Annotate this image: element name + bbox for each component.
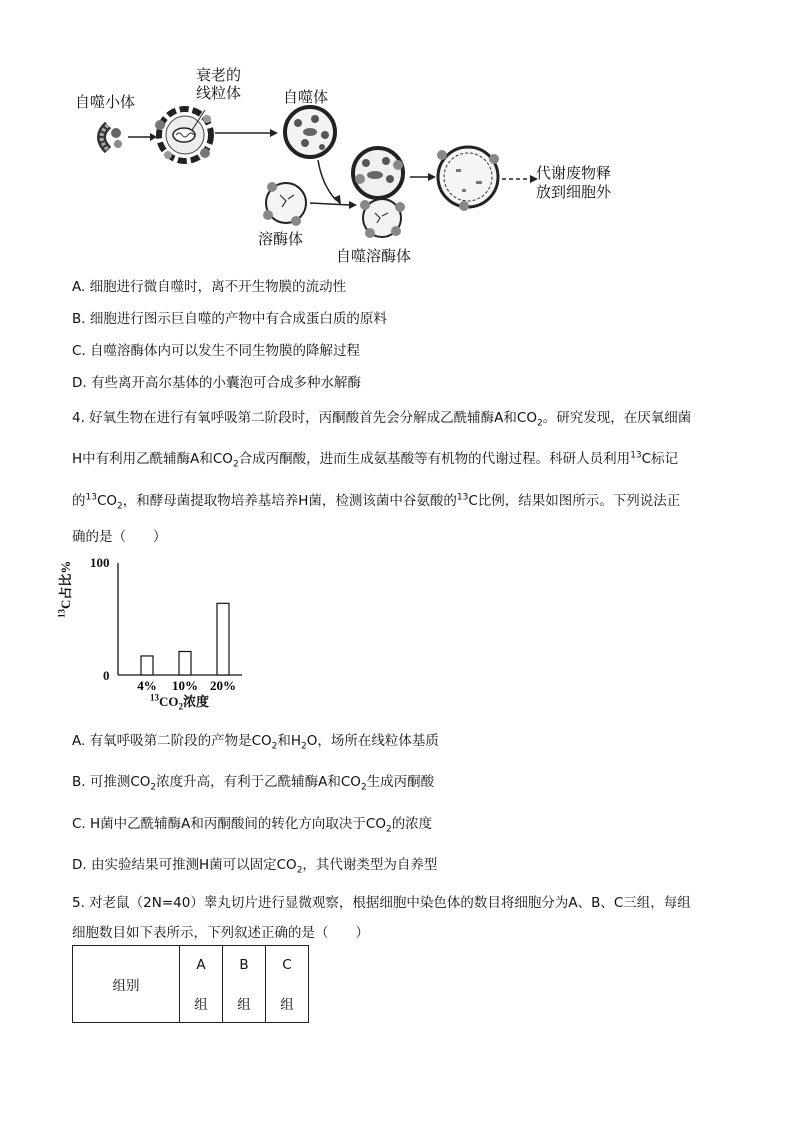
label-autophagy-vesicle: 自噬小体	[75, 93, 136, 111]
engulfing-membrane-shape	[155, 109, 211, 161]
fusing-lysosome-shape	[360, 199, 405, 238]
c13-bar-chart	[70, 553, 270, 713]
table-col-b-top: B	[223, 946, 266, 985]
q5-line-1: 5. 对老鼠（2N=40）睾丸切片进行显微观察，根据细胞中染色体的数目将细胞分为A、B、C三组，每组	[72, 895, 691, 911]
table-col-a-bottom: 组	[180, 984, 223, 1023]
y-axis-label: $^{13}$C占比%	[56, 560, 73, 618]
q4-line-1: 4. 好氧生物在进行有氧呼吸第二阶段时，丙酮酸首先会分解成乙酰辅酶A和$CO_2$。研究发现，在厌氧细菌	[72, 410, 692, 429]
label-release-1: 代谢废物释	[536, 164, 612, 182]
q4-option-a: A. 有氧呼吸第二阶段的产物是$CO_2$和$H_2O$，场所在线粒体基质	[72, 733, 439, 752]
bar-0	[141, 656, 153, 675]
q4-line-3: 的$^{13}CO_2$，和酵母菌提取物培养基培养H菌，检测该菌中谷氨酸的$^{13}$C比例，结果如图所示。下列说法正	[72, 492, 681, 512]
q5-line-2: 细胞数目如下表所示，下列叙述正确的是（ ）	[72, 925, 369, 941]
q4-line-4: 确的是（ ）	[72, 529, 167, 545]
q4-option-d: D. 由实验结果可推测H菌可以固定$CO_2$，其代谢类型为自养型	[72, 857, 438, 876]
autolysosome-shape	[353, 148, 403, 198]
q3-option-c: C. 自噬溶酶体内可以发生不同生物膜的降解过程	[72, 343, 361, 359]
label-senescent-mito-1: 衰老的	[196, 66, 242, 84]
group-table	[72, 945, 309, 1023]
table-col-a-top: A	[180, 946, 223, 985]
label-autophagosome: 自噬体	[283, 88, 329, 106]
label-autolysosome: 自噬溶酶体	[336, 247, 412, 265]
bar-1	[179, 651, 191, 675]
autophagosome-shape	[285, 107, 335, 157]
q4-option-c: C. H菌中乙酰辅酶A和丙酮酸间的转化方向取决于$CO_2$的浓度	[72, 816, 433, 835]
q4-option-b: B. 可推测$CO_2$浓度升高，有利于乙酰辅酶A和$CO_2$生成丙酮酸	[72, 774, 435, 793]
table-col-c-bottom: 组	[266, 984, 309, 1023]
q3-option-b: B. 细胞进行图示巨自噬的产物中有合成蛋白质的原料	[72, 311, 387, 327]
x-tick-2: 20%	[210, 678, 236, 693]
table-header-group: 组别	[73, 946, 180, 1023]
y-tick-100: 100	[90, 555, 110, 570]
lysosome-shape	[263, 182, 306, 226]
q4-line-2: H中有利用乙酰辅酶A和$CO_2$合成丙酮酸，进而生成氨基酸等有机物的代谢过程。科研人员利用$^{13}$C标记	[72, 450, 679, 470]
y-tick-0: 0	[103, 668, 110, 683]
label-lysosome: 溶酶体	[258, 230, 304, 248]
digested-autolysosome-shape	[437, 147, 499, 211]
bar-2	[217, 603, 229, 675]
label-senescent-mito-2: 线粒体	[196, 84, 242, 102]
table-col-c-top: C	[266, 946, 309, 985]
x-axis-label: $^{13}CO_2$浓度	[150, 692, 210, 712]
x-tick-1: 10%	[172, 678, 198, 693]
table-col-b-bottom: 组	[223, 984, 266, 1023]
q3-option-d: D. 有些离开高尔基体的小囊泡可合成多种水解酶	[72, 375, 361, 391]
q3-option-a: A. 细胞进行微自噬时，离不开生物膜的流动性	[72, 279, 347, 295]
x-tick-0: 4%	[137, 678, 157, 693]
autophagy-vesicle-shape	[102, 125, 123, 150]
label-release-2: 放到细胞外	[536, 183, 612, 201]
